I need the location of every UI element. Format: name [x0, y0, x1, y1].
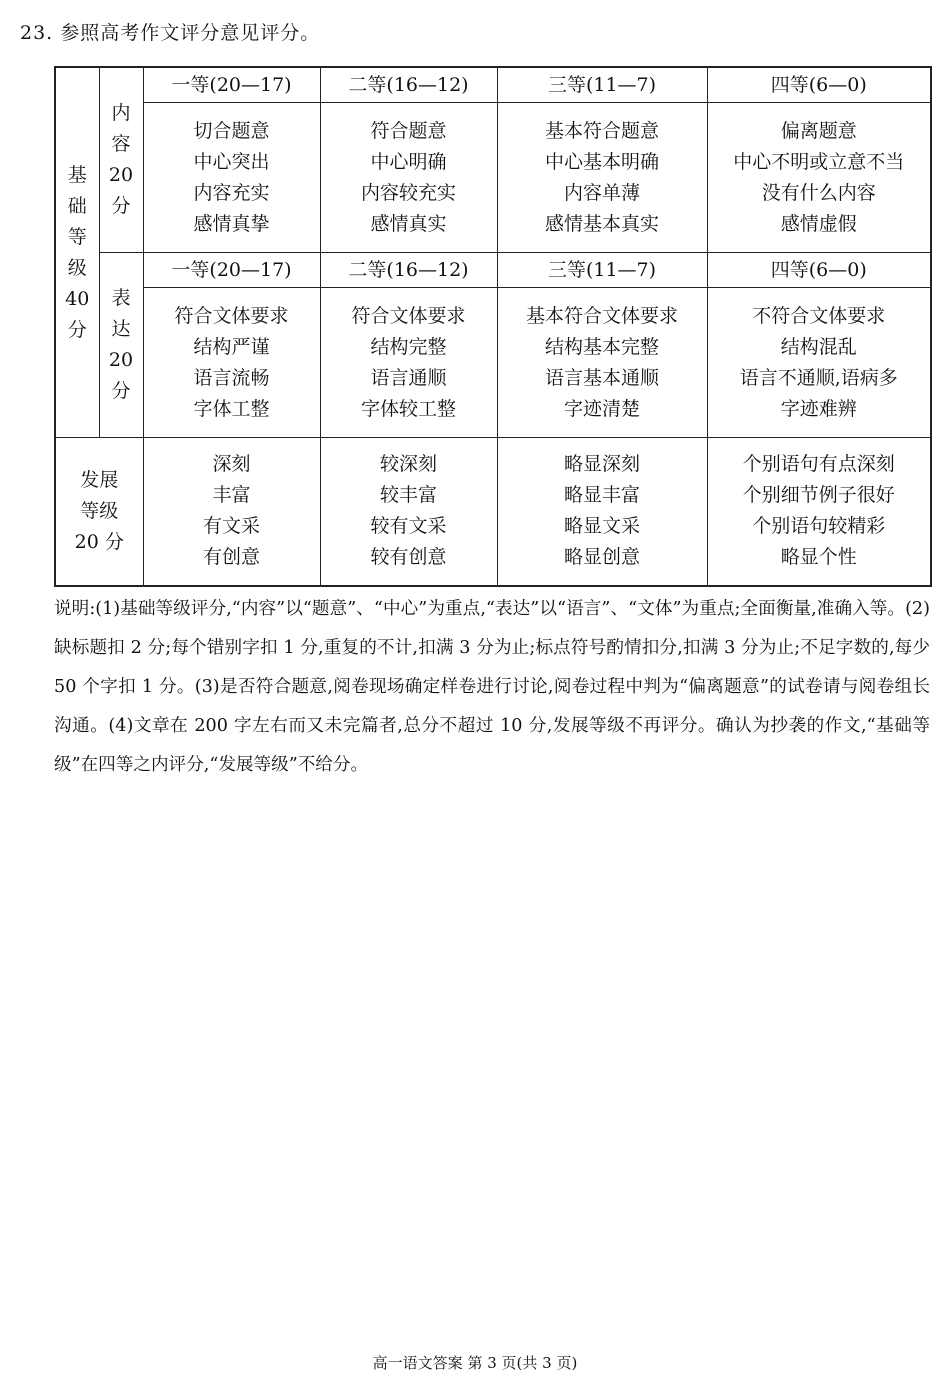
content-cell-grade-2: 符合题意 中心明确 内容较充实 感情真实 [320, 103, 497, 253]
expression-cell-grade-3: 基本符合文体要求 结构基本完整 语言基本通顺 字迹清楚 [497, 288, 707, 438]
expression-cell-grade-4: 不符合文体要求 结构混乱 语言不通顺,语病多 字迹难辨 [707, 288, 931, 438]
development-cell-grade-4: 个别语句有点深刻 个别细节例子很好 个别语句较精彩 略显个性 [707, 438, 931, 586]
development-cell-grade-3: 略显深刻 略显丰富 略显文采 略显创意 [497, 438, 707, 586]
development-cell-grade-1: 深刻 丰富 有文采 有创意 [143, 438, 320, 586]
expression-grade-2: 二等(16—12) [320, 253, 497, 288]
content-grade-4: 四等(6—0) [707, 67, 931, 103]
expression-grade-1: 一等(20—17) [143, 253, 320, 288]
scoring-notes [54, 590, 930, 785]
content-cell-grade-4: 偏离题意 中心不明或立意不当 没有什么内容 感情虚假 [707, 103, 931, 253]
content-grade-2: 二等(16—12) [320, 67, 497, 103]
scoring-table [54, 66, 932, 587]
expression-grade-3: 三等(11—7) [497, 253, 707, 288]
page-footer: 高一语文答案 第 3 页(共 3 页) [372, 1354, 578, 1372]
content-label: 内 容 20 分 [99, 67, 143, 253]
content-grade-3: 三等(11—7) [497, 67, 707, 103]
content-cell-grade-3: 基本符合题意 中心基本明确 内容单薄 感情基本真实 [497, 103, 707, 253]
development-level-label: 发展 等级 20 分 [55, 438, 143, 586]
expression-cell-grade-2: 符合文体要求 结构完整 语言通顺 字体较工整 [320, 288, 497, 438]
development-cell-grade-2: 较深刻 较丰富 较有文采 较有创意 [320, 438, 497, 586]
content-cell-grade-1: 切合题意 中心突出 内容充实 感情真挚 [143, 103, 320, 253]
expression-grade-4: 四等(6—0) [707, 253, 931, 288]
expression-label: 表 达 20 分 [99, 253, 143, 438]
question-heading: 23. 参照高考作文评分意见评分。 [20, 22, 321, 44]
content-grade-1: 一等(20—17) [143, 67, 320, 103]
expression-cell-grade-1: 符合文体要求 结构严谨 语言流畅 字体工整 [143, 288, 320, 438]
basic-level-label: 基 础 等 级 40 分 [55, 67, 99, 438]
notes-paragraph: 说明:(1)基础等级评分,“内容”以“题意”、“中心”为重点,“表达”以“语言”、“文体”为重点;全面衡量,准确入等。(2)缺标题扣 2 分;每个错别字扣 1 分,重复的不计,扣满 3 分为止;标点符号酌情扣分,扣满 3 分为止;不足字数的,每少 50 个字扣 1 分。(3)是否符合题意,阅卷现场确定样卷进行讨论,阅卷过程中判为“偏离题意”的试卷请与阅卷组长沟通。(4)文章在 200 字左右而又未完篇者,总分不超过 10 分,发展等级不再评分。确认为抄袭的作文,“基础等级”在四等之内评分,“发展等级”不给分。 [54, 599, 930, 775]
